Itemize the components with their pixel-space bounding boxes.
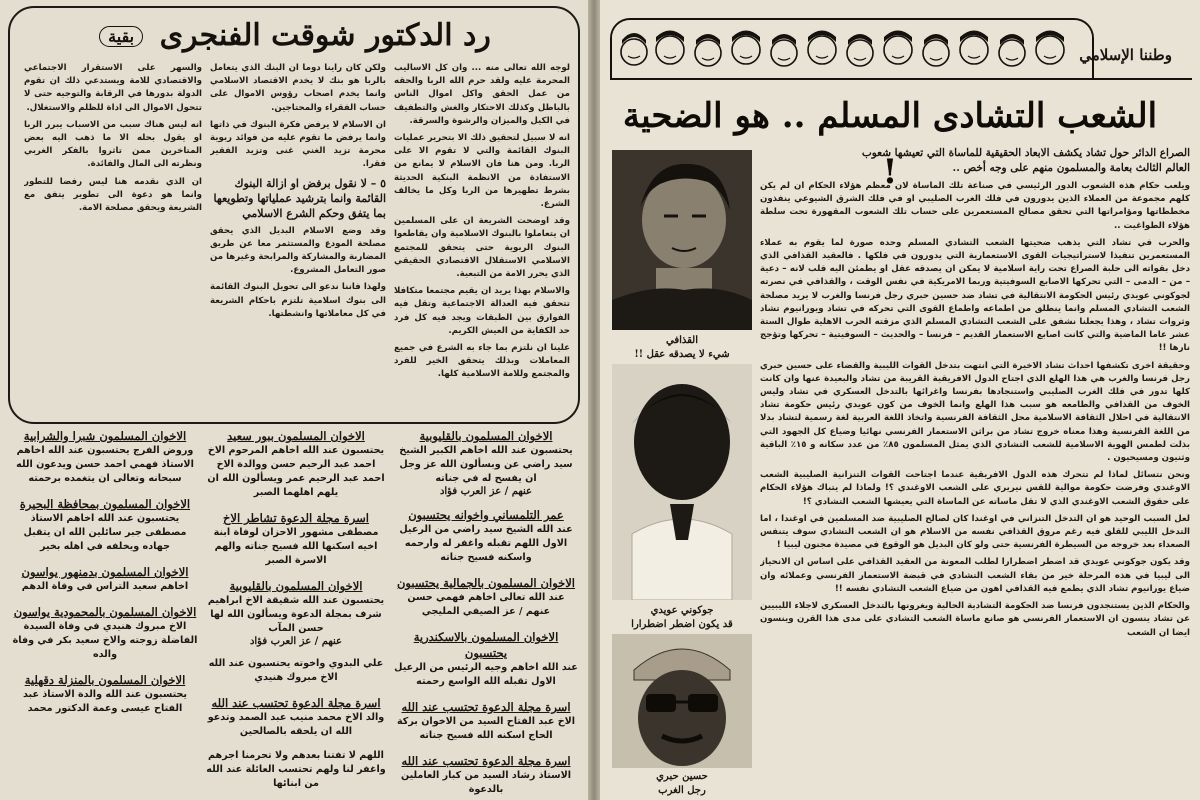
paragraph: ولهذا فاننا ندعو الى تحويل البنوك القائمة الى بنوك اسلامية تلتزم باحكام الشريعة في كل معاملاتها وانشطتها. (210, 282, 386, 319)
box-title (50, 14, 540, 58)
box-title-text: رد الدكتور شوقت الفنجرى (159, 18, 491, 53)
obituary-notice: اللهم لا تفتنا بعدهم ولا تحرمنا اجرهم واغفر لنا ولهم تحتسب العائلة عند الله من ابنائها (206, 750, 386, 789)
box-column-1 (394, 62, 570, 414)
qaddafi-photo (612, 150, 752, 330)
box-column-3 (24, 62, 202, 414)
paragraph: ان الاسلام لا يرفض فكرة البنوك في ذاتها وانما يرفض ما تقوم عليه من فوائد ربوية محرمة تزيد الغني غنى وتزيد الفقير فقرا. (210, 119, 386, 170)
habre-name: حسين حبري (656, 771, 708, 782)
obituary-column-3 (12, 428, 198, 800)
paragraph: والاسلام بهذا يريد ان يقيم مجتمعا متكافلا تتحقق فيه العدالة الاجتماعية وتقل فيه الفوارق بين الطبقات ويجد فيه كل فرد حد الكفاية من العيش الكريم. (394, 286, 570, 336)
paragraph: لوجه الله تعالى منه ... وان كل الاساليب المحرمة عليه ولقد حرم الله الربا والحقه من عمل الحقق واكل اموال الناس بالباطل وكذلك الاحتكار والغش والتطفيف في الكيل والميزان والرشوة والسرقة. (394, 63, 570, 126)
obituary-notice: اسرة مجلة الدعوة تحتسب عند الله والد الاخ محمد منيب عبد الصمد وتدعو الله ان يلحقه بالصالحين (207, 696, 385, 737)
box-title-tag: بقية (99, 26, 143, 47)
goukouni-caption (612, 604, 752, 632)
obituary-notice: علي البدوي واخوته يحتسبون عند الله الاخ مبروك هنيدي (208, 658, 384, 683)
obituary-notice: الاخوان المسلمون بالمنزلة دقهلية يحتسبون عند الله والدة الاستاذ عبد الفتاح عيسى وعمة الدكتور محمد (22, 673, 188, 714)
subheading: ٥ – لا نقول برفض او ازالة البنوك القائمة وانما بترشيد عملياتها وتطويعها بما يتفق وحكم الشرع الاسلامي (213, 176, 386, 220)
section-label: وطننا الإسلامي (1079, 46, 1172, 64)
qaddafi-note: شيء لا يصدقه عقل !! (634, 349, 730, 360)
paragraph: ان الذي نقدمه هنا ليس رفضا للتطور وانما هو دعوة الى تطوير يتفق مع الشريعة ويحقق مصلحة الامة. (24, 176, 202, 214)
article-paragraph: لعل السبب الوحيد هو ان التدخل التنزاني في اوغندا كان لصالح الصليبية ضد المسلمين في اوغندا ، اما التدخل الليبي للقلق فيه رغم مروق القذافي نفسه من الاسلام هو ان الشعب التشادي سوف يتنفس الصعداء بعد خروجه من السيطرة الفرنسية حتى ولو كان البديل هو الوقوع في مصيدة مجنون ليبيا ! (760, 513, 1190, 551)
article-paragraph: ويلعب حكام هذه الشعوب الدور الرئيسي في صناعة تلك الماساة لان معظم هؤلاء الحكام ان لم يكن كلهم مجموعة من العملاء الذين يدورون في فلك الغرب الصليبي او في فلك الشرق الشيوعي ينفذون مخططاتها ومؤامراتها التي تحقق مصالح المستعمرين على حساب تلك الشعوب المقهورة تحت سلطة هؤلاء الطواغيت .. (760, 181, 1190, 231)
article-lead: الصراع الدائر حول تشاد يكشف الابعاد الحقيقية للماساة التي تعيشها شعوب العالم الثالث بعامة والمسلمون منهم على وجه أخص .. (861, 147, 1190, 174)
page-gutter (588, 0, 600, 800)
obituary-notice: اسرة مجلة الدعوة تحتسب عند الله الاخ عبد الفتاح السيد من الاخوان بركة الحاج اسكنه الله فسيح جناته (396, 700, 576, 741)
paragraph: وقد وضع الاسلام البديل الذي يحقق مصلحة المودع والمستثمر معا عن طريق المضاربة والمشاركة والمرابحة وغيرها من صور التعامل المشروع. (210, 225, 386, 276)
obituary-notice: الاخوان المسلمون بالقليوبية يحتسبون عند الله اخاهم الكبير الشيخ سيد راضي عن وبسألون الله عز وجل ان يفسح له في جناته عنهم / عز العرب فؤاد (399, 429, 573, 497)
paragraph: علينا ان نلتزم بما جاء به الشرع في جميع المعاملات وبذلك يتحقق الخير للفرد والمجتمع وللامة الاسلامية كلها. (394, 343, 570, 380)
left-page (0, 0, 588, 800)
qaddafi-name: القذافي (665, 335, 699, 346)
section-banner (610, 18, 1192, 80)
paragraph: انه لا سبيل لتحقيق ذلك الا بتحرير عمليات البنوك القائمة والتي لا تقوم الا على الربا. ومن هنا فان الاسلام لا يمانع من الاستفادة من الانظمة البنكية الحديثة بشرط تطهيرها من الربا وكل ما يخالف الشرع. (394, 133, 570, 210)
obituary-notice: عمر التلمساني واخوانه يحتسبون عند الله الشيخ سيد راضي من الرعيل الاول اللهم تقبله واغفر له وارحمه واسكنه فسيح جناته (399, 508, 573, 563)
continuation-box (8, 6, 580, 424)
right-page (600, 0, 1200, 800)
obituary-notice: الاخوان المسلمون بالقليوبية يحتسبون عند الله شقيقة الاخ ابراهيم شرف بمجلة الدعوة ويسألون الله لها حسن المآب عنهم / عز العرب فؤاد (207, 579, 385, 647)
obituary-column-1 (394, 428, 578, 800)
qaddafi-caption (612, 334, 752, 362)
obituary-notice: الاخوان المسلمون بالجمالية يحتسبون عند الله تعالى اخاهم فهمي حسن عنهم / عز الصيفي المليجي (396, 576, 576, 617)
obituary-notice: الاخوان المسلمون ببور سعيد يحتسبون عند الله اخاهم المرحوم الاخ احمد عبد الرحيم حسن ووالدة الاخ احمد عبد الرحيم عمر ويسألون الله ان يلهم اهلهما الصبر (207, 429, 385, 498)
obituary-notice: اسرة مجلة الدعوة تحتسب عند الله الاستاذ رشاد السيد من كبار العاملين بالدعوة (400, 754, 572, 795)
banner-illustration (610, 18, 1094, 78)
article-paragraph: وقد يكون جوكوني عويدي قد اضطر اضطرارا لطلب المعونة من العقيد القذافي على اساس ان الانحياز الى ليبيا في هذه المرحلة خير من بقاء الشعب التشادي في قبضة الاستعمار الفرنسي وعملائه وان ضياع يورانيوم تشاد الذي يطمع فيه القذافي اهون من ضياع الشعب التشادي نفسه !! (760, 557, 1190, 594)
article-body (760, 180, 1190, 798)
article-paragraph: والحكام الذين يستنجدون فرنسا ضد الحكومة التشادية الحالية ويغرونها بالتدخل العسكري لاجلاء الليبيين عن تشاد ينسون ان الاستعمار الفرنسي هو صانع ماساة الشعب التشادي على مدى هذا القرن وينسون ايضا ان الشعب (760, 601, 1190, 638)
box-column-2 (210, 62, 386, 414)
obituary-notice: الاخوان المسلمون بالمحمودية يواسون الاخ مبروك هنيدي في وفاة السيدة الفاضلة زوجته والاخ سعيد بكر في وفاة والده (12, 605, 198, 660)
article-paragraph: وحقيقة اخرى تكشفها احداث تشاد الاخيرة التي انتهت بتدخل القوات الليبية والقضاء على حسين حبري رجل فرنسا والغرب هي هذا الهلع الذي اجتاح الدول الافريقية القريبة من تشاد والبعيدة عنها وان كانت كلها تدور في فلك الغرب الصليبي واستنجادها بفرنسا واغرائها بالتدخل العسكري في تشاد وليس الخوف من القذافي والطامعه هو سبب هذا الهلع وانما الخوف من كون عويدي رئيس حكومة تشاد الانتقالية في احلال الثقافة الاسلامية محل الثقافة الفرنسية واتخاذ اللغة العربية لغة رسمية لتشاد بدلا من اللغة الفرنسية وهذا معناه خروج تشاد من براثن الاستعمار الفرنسي نهائيا وضياع كل الجهود التي بذلت لطمس الهوية الاسلامية للشعب التشادي الذي يمثل المسلمون ٨٥٪ من عدد سكانه و ١٥٪ الباقية وثنيون ومسيحيون . (760, 360, 1190, 464)
obituary-notice: اسرة مجلة الدعوة تشاطر الاخ مصطفى مشهور الاحزان لوفاة ابنة اخيه اسكنها الله فسيح جناته والهم الاسرة الصبر (213, 511, 379, 566)
article-paragraph: ونحن نتسائل لماذا لم تتحرك هذه الدول الافريقية عندما اجتاحت القوات التنزانية الصليبية الشعب الاوغندي وفرضت حكومة موالية للقس نيريري على الشعب الاوغندي ؟! ولماذا لم يتباك هؤلاء الحكام على حقوق الشعب الاوغندي الذي لا تقل ماساته عن الماساة التي يعيشها الشعب التشادي ؟! (760, 470, 1190, 507)
goukouni-name: جوكوني عويدي (650, 605, 714, 616)
article-headline: الشعب التشادى المسلم .. هو الضحية ! (622, 96, 1158, 192)
paragraph: والسهر على الاستقرار الاجتماعي والاقتصادي للامة ويستدعي ذلك ان تقوم الدولة بدورها في الرقابة والتوجيه حتى لا تتحول الاموال الى اداة للظلم والاستغلال. (24, 63, 202, 113)
habre-note: رجل الغرب (658, 785, 706, 796)
obituaries-section (8, 428, 580, 800)
obituary-notice: الاخوان المسلمون بمحافظة البحيرة يحتسبون عند الله اخاهم الاستاذ مصطفى جبر سائلين الله ان يتقبل جهاده ويخلفه في اهله بخير (19, 497, 191, 552)
article-paragraph: والحرب في تشاد التي يذهب ضحيتها الشعب التشادي المسلم وحده صورة لما يقوم به عملاء المستعمرين تنفيذا لاستراتيجيات القوى الاستعمارية التي يدورون في فلكها . فالعقيد القذافي الذي دخل بقواته الى حلبة الصراع تحت راية اسلامية لا يمكن ان يصدقه عقل او يطمئن اليه قلب لانه – دعية – من – الدمى – التي تحركها الاصابع السوفيتية وربما الامريكية في نفس الوقت ، والقذافي في نصرته لجوكوني عويدي رئيس الحكومة الانتقالية في تشاد ضد حسين حبري رجل فرنسا والغرب لا يريد مصلحة الشعب التشادي المسلم وانما ينطلق من اطماعه واطماع القوى التي تحركه في تشاد ويورانيوم تشاد وثروات تشاد ، وهذا يجعلنا نشفق على الشعب التشادي المسلم الذي مزقته الحرب الاهلية طوال الستة عشر عاما الماضية والتي كانت اصابع الاستعمار القديم – فرنسا – والحديث – السوفيتية – تحركها وتؤجج نارها !! (760, 237, 1190, 354)
goukouni-note: قد يكون اضطر اضطرارا (631, 619, 733, 630)
faces-illustration-icon (612, 20, 1092, 78)
habre-caption (612, 770, 752, 798)
obituary-notice: الاخوان المسلمون شبرا والشرابية وروض الفرج يحتسبون عند الله اخاهم الاستاذ فهمي احمد حسن ويدعون الله سبحانه وتعالى ان يتغمده برحمته (16, 429, 194, 484)
paragraph: ولكن كان راينا دوما ان البنك الذي يتعامل بالربا هو بنك لا يخدم الاقتصاد الاسلامي وانما يخدم اصحاب رؤوس الاموال على حساب الفقراء والمحتاجين. (210, 63, 386, 113)
obituary-notice: الاخوان المسلمون بالاسكندرية يحتسبون عند الله اخاهم وجيه الرئيس من الرعيل الاول تقبله الله الواسع رحمته (394, 630, 578, 687)
goukouni-photo (612, 364, 752, 600)
paragraph: وقد اوضحت الشريعة ان على المسلمين ان يتعاملوا بالبنوك الاسلامية وان يقاطعوا البنوك الربوية حتى يتحقق للمجتمع الاسلامي الاستقلال الاقتصادي الحقيقي الذي يحرر الامة من التبعية. (394, 216, 570, 280)
obituary-column-2 (204, 428, 388, 800)
paragraph: انه ليس هناك سبب من الاسباب يبرر الربا او يقول بحله الا ما ذهب اليه بعض المتاخرين ممن تاثروا بالفكر الغربي ونظرته الى المال والفائدة. (24, 119, 202, 170)
obituary-notice: الاخوان المسلمون بدمنهور يواسون اخاهم سعيد التراس في وفاة الدهم (21, 565, 189, 592)
habre-photo (612, 634, 752, 768)
